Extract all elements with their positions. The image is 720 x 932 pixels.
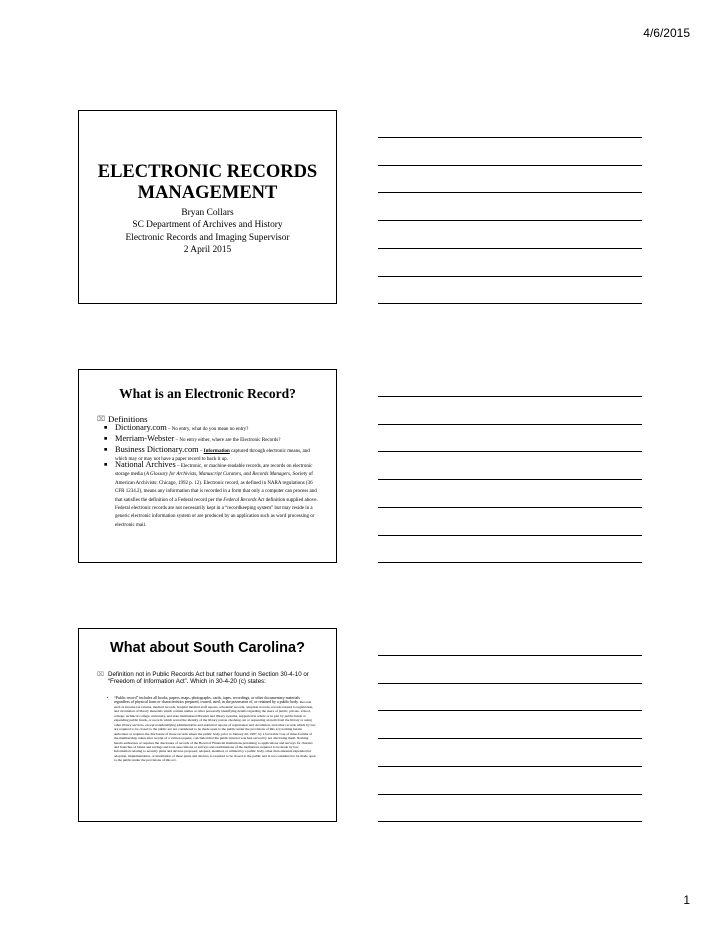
header-date: 4/6/2015: [643, 26, 690, 40]
definition-desc-bold: Information: [203, 449, 230, 454]
note-line: [378, 396, 642, 397]
definition-desc-pre: – Electronic, or machine-readable records, are records on electronic storage media (: [115, 464, 313, 478]
definition-item: [104, 434, 321, 444]
note-line: [378, 165, 642, 166]
slide-1-title-line-1: ELECTRONIC RECORDS: [97, 162, 318, 182]
note-line: [378, 451, 642, 452]
definition-desc-post: definition supplied above. Federal electronic records are not necessarily kept in a “recordkeeping system” but may reside in a generic electronic information system or are produced by an application such as word processing or electronic mail.: [115, 497, 318, 528]
note-line: [378, 220, 642, 221]
slide-3-intro: [97, 671, 320, 686]
slide-1-date: 2 April 2015: [183, 244, 232, 255]
slide-1-title-line-2: MANAGEMENT: [137, 183, 278, 203]
note-line: [378, 248, 642, 249]
slide-1-department: SC Department of Archives and History: [132, 220, 283, 231]
definition-item: [104, 460, 321, 529]
note-line: [378, 766, 642, 767]
square-bullet-icon: ■: [104, 425, 108, 431]
slide-3-title: What about South Carolina?: [110, 640, 305, 656]
quote-rest: Records such as income tax returns, medical records, hospital medical staff reports, scholastic records, adoption records, records related to registration, and circulation of library materials which contain names or other personally identifying details regarding the users of public, private, school, college, technical college, university, and state institutional libraries and library systems, supported in whole or in part by public funds or expending public funds, or records which reveal the identity of the library patron checking out or requesting an item from the library or using other library services, except nonidentifying administrative and statistical reports of registration and circulation, and other records which by law are required to be closed to the public are not considered to be made open to the public under the provisions of this act; nothing herein authorizes or requires the disclosure of those records where the public body, prior to January 20, 1987, by a favorable vote of three-fourths of the membership, taken after receipt of a written request, concluded that the public interest was best served by not disclosing them. Nothing herein authorizes or requires the disclosure of records of the Board of Financial Institutions pertaining to applications and surveys for charters and branches of banks and savings and loan associations or surveys and examinations of the institutions required to be made by law. Information relating to security plans and devices proposed, adopted, installed, or utilized by a public body, other than amounts expended for adoption, implementation, or installation of these plans and devices, is required to be closed to the public and is not considered to be made open to the public under the provisions of this act.: [114, 700, 316, 763]
quote-lead: “Public record” includes all books, papers, maps, photographs, cards, tapes, recordings, or other documentary materials regardless of physical form or characteristics prepared, owned, used, in the possession of, or retained by a public body.: [114, 696, 300, 705]
note-line: [378, 424, 642, 425]
note-line: [378, 794, 642, 795]
note-line: [378, 507, 642, 508]
checkbox-x-icon: ⌧: [97, 672, 104, 678]
slide-3-intro-text: Definition not in Public Records Act but rather found in Section 30-4-10 or “Freedom of Information Act”. Which in 30-4-20 (c) states:: [108, 671, 309, 685]
dot-bullet-icon: •: [107, 695, 109, 700]
definition-desc: – No entry either, where are the Electronic Records?: [174, 438, 281, 443]
note-line: [378, 655, 642, 656]
definition-term: Dictionary.com: [115, 423, 167, 432]
definition-term: National Archives: [115, 460, 176, 469]
note-line: [378, 535, 642, 536]
note-line: [378, 710, 642, 711]
definition-desc-mid: , Society of American Archivists: Chicago, 1992 p. 12). Electronic record, as defined in NARA regulations (36 CFR 1234.2), means any information that is recorded in a form that only a computer can process and that satisfies the definition of a Federal record per the: [115, 472, 317, 503]
definition-term: Business Dictionary.com: [115, 445, 199, 454]
slide-3-quote: [107, 695, 316, 763]
checkbox-x-icon: ⌧: [97, 415, 106, 423]
definition-desc-pre: –: [198, 449, 204, 454]
page-number: 1: [683, 893, 690, 907]
square-bullet-icon: ■: [104, 436, 108, 442]
definition-desc-post: captured through electronic means, and which may or may not have a paper record to back it up.: [115, 449, 310, 463]
slide-1-author: Bryan Collars: [181, 208, 234, 218]
note-line: [378, 137, 642, 138]
square-bullet-icon: ■: [104, 447, 108, 453]
note-line: [378, 479, 642, 480]
slide-thumbnail-1: [78, 110, 337, 304]
slide-2-title: What is an Electronic Record?: [119, 386, 296, 401]
slide-1-subtitle: [79, 207, 336, 256]
note-line: [378, 303, 642, 304]
note-line: [378, 276, 642, 277]
slide-thumbnail-3: [78, 628, 337, 822]
note-line: [378, 821, 642, 822]
definition-term: Merriam-Webster: [115, 434, 175, 443]
slide-1-title: [79, 162, 336, 204]
slide-thumbnail-2: [78, 369, 337, 563]
definition-desc: – No entry, what do you mean no entry?: [166, 427, 249, 432]
definition-desc-italic: A Glossary for Archivists, Manuscript Curators, and Records Managers: [145, 472, 290, 478]
definition-desc-italic: Federal Records Act: [223, 497, 265, 503]
note-line: [378, 738, 642, 739]
note-line: [378, 562, 642, 563]
definition-item: [104, 423, 321, 433]
note-line: [378, 683, 642, 684]
note-line: [378, 192, 642, 193]
square-bullet-icon: ■: [104, 462, 108, 468]
definitions-label: Definitions: [108, 414, 148, 424]
slide-1-role: Electronic Records and Imaging Supervisor: [125, 232, 290, 243]
